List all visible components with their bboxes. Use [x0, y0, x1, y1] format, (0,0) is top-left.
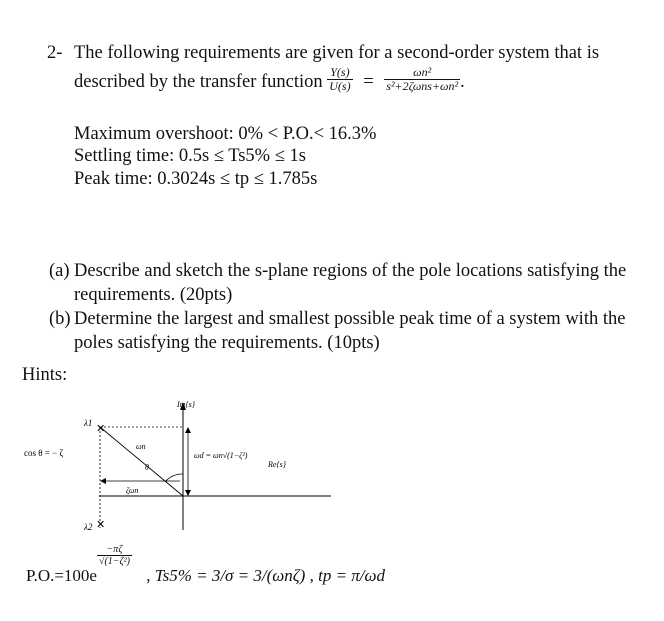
po-exp-den: √(1−ζ²) — [98, 556, 130, 567]
intro-line-2 — [74, 65, 465, 94]
lambda1-label: λ1 — [84, 418, 93, 428]
tf-rhs-num: ωn² — [384, 66, 460, 80]
question-a-line2: requirements. (20pts) — [74, 285, 233, 305]
tf-end: . — [460, 72, 465, 92]
zeta-omega-label: ζωn — [126, 486, 139, 495]
omega-n-line — [100, 427, 183, 496]
omega-d-arrow-bottom — [185, 490, 191, 496]
hints-title: Hints: — [22, 365, 68, 385]
re-label: Re{s} — [268, 460, 286, 469]
pole-1-marker: ✕ — [96, 423, 106, 435]
req-overshoot: Maximum overshoot: 0% < P.O.< 16.3% — [74, 124, 377, 144]
req-settling: Settling time: 0.5s ≤ Ts5% ≤ 1s — [74, 146, 306, 166]
po-exponent — [97, 544, 132, 567]
omega-n-label: ωn — [136, 442, 146, 451]
question-b-line1: Determine the largest and smallest possible peak time of a system with the — [74, 309, 626, 329]
question-a-label: (a) — [49, 261, 70, 281]
ts-formula: , Ts5% = 3/σ = 3/(ωnζ) — [146, 566, 306, 585]
pole-2-marker: ✕ — [96, 519, 106, 531]
omega-d-arrow-top — [185, 427, 191, 433]
tf-lhs-den: U(s) — [329, 79, 351, 94]
question-b-label: (b) — [49, 309, 71, 329]
po-formula: P.O.=100e — [26, 566, 97, 585]
po-exp-num: −πζ — [97, 544, 132, 556]
question-a-line1: Describe and sketch the s-plane regions of the pole locations satisfying the — [74, 261, 627, 281]
omega-d-label: ωd = ωn√(1−ζ²) — [194, 451, 248, 460]
req-peak: Peak time: 0.3024s ≤ tp ≤ 1.785s — [74, 169, 318, 189]
intro-line-1: The following requirements are given for a second-order system that is — [74, 43, 600, 63]
equals-sign: = — [363, 72, 374, 92]
cos-label: cos θ = − ζ — [24, 448, 64, 458]
lambda2-label: λ2 — [84, 522, 93, 532]
tf-rhs-den: s²+2ζωns+ωn² — [386, 79, 459, 94]
tp-formula: , tp = π/ωd — [309, 566, 386, 585]
intro-line-2-text: described by the transfer function — [74, 72, 323, 92]
tf-lhs-num: Y(s) — [327, 66, 352, 80]
tf-lhs-fraction — [327, 66, 352, 93]
problem-number: 2- — [47, 43, 63, 63]
question-b-line2: poles satisfying the requirements. (10pts) — [74, 333, 380, 353]
theta-label: θ — [145, 463, 149, 472]
tf-rhs-fraction — [384, 66, 460, 93]
s-plane-diagram — [0, 390, 664, 540]
im-label: Im{s} — [177, 400, 195, 409]
zeta-arrow-left — [100, 478, 106, 484]
